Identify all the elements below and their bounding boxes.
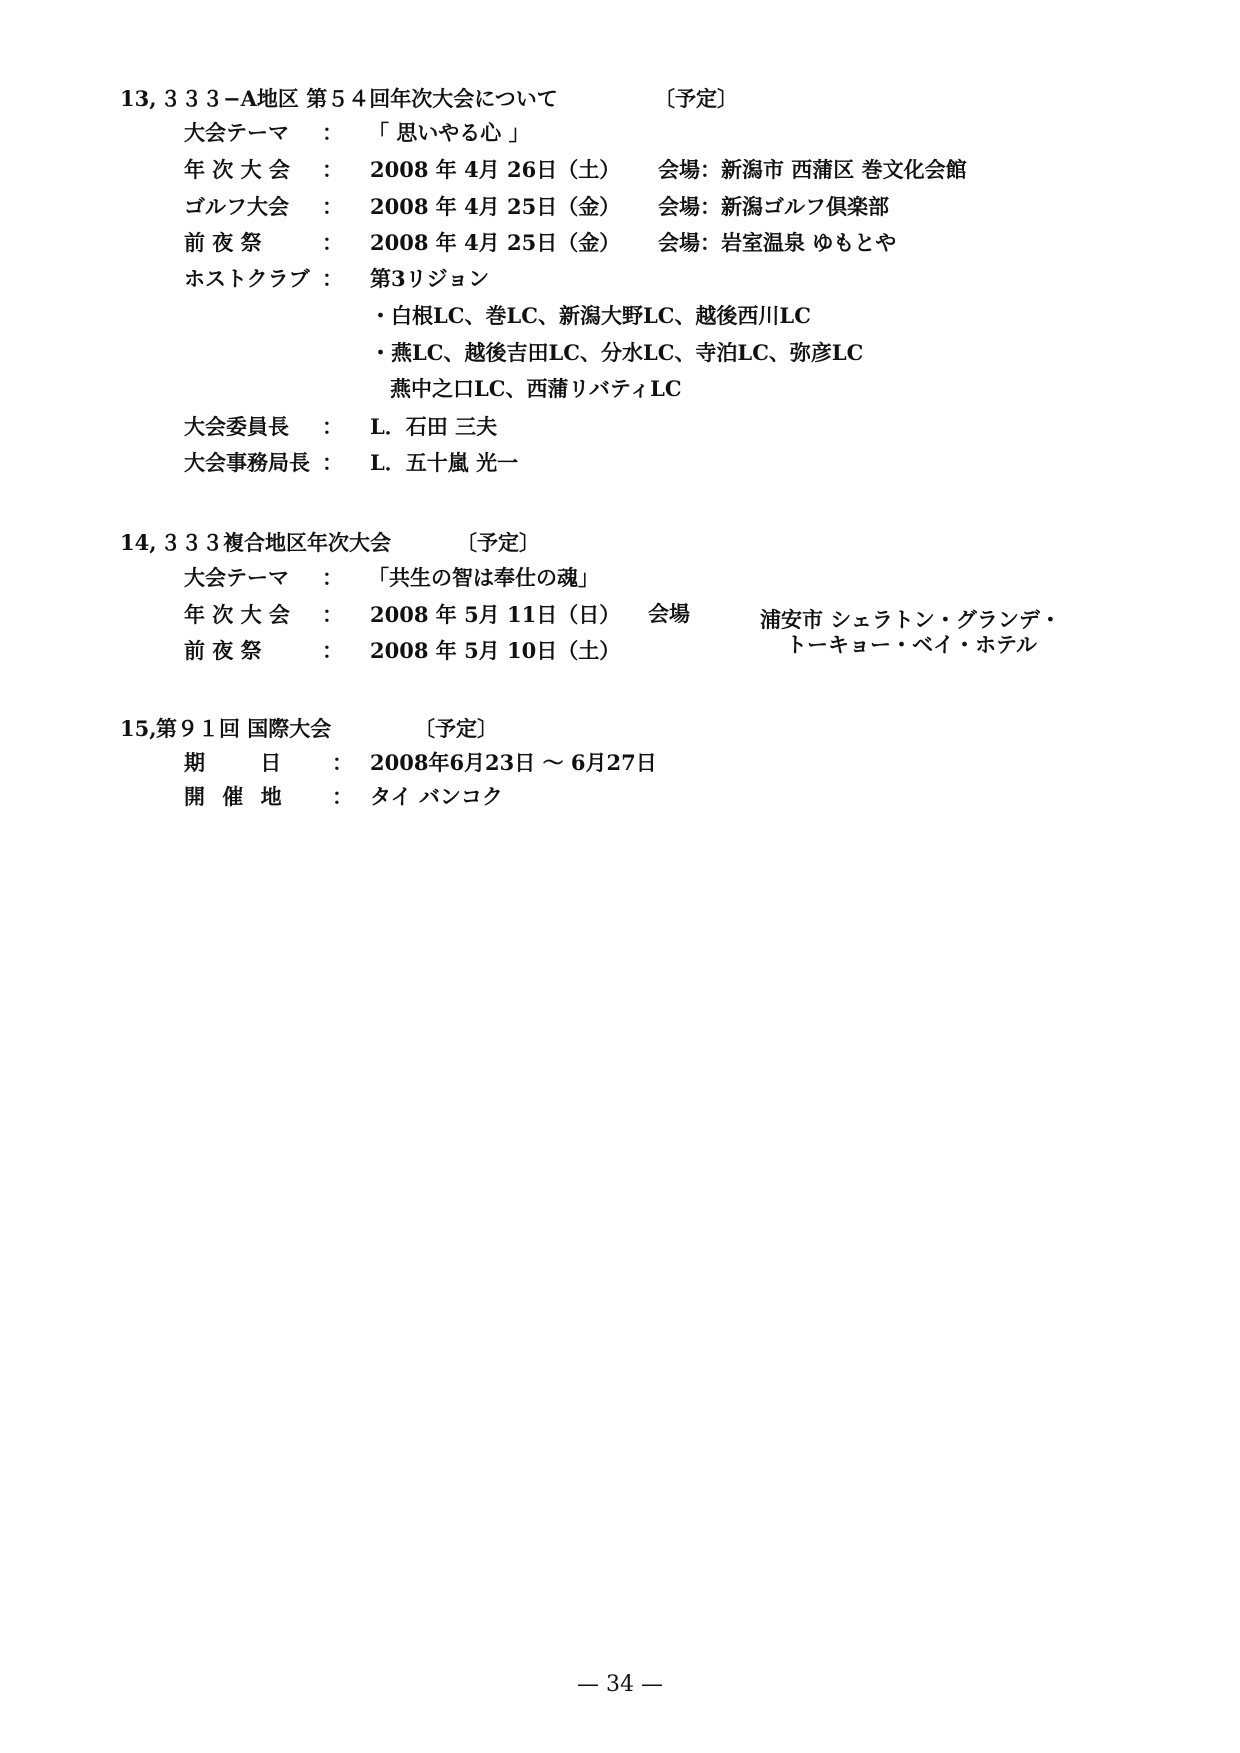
colon: ：	[322, 266, 343, 291]
annual-date: 2008 年 5月 11日（日）	[370, 602, 621, 627]
host-label: ホストクラブ	[184, 266, 310, 291]
theme-value: 「共生の智は奉仕の魂」	[368, 565, 599, 590]
section-number: 14,	[120, 530, 157, 555]
secretariat-name: L．五十嵐 光一	[370, 450, 519, 475]
colon: ：	[322, 565, 343, 590]
page-number: — 34 —	[577, 1672, 663, 1697]
status-label: 〔予定〕	[654, 86, 738, 111]
colon: ：	[332, 784, 353, 809]
annual-label: 年 次 大 会	[184, 157, 290, 182]
annual-venue: 会場：新潟市 西蒲区 巻文化会館	[658, 157, 967, 182]
section-number: 13,	[120, 86, 157, 111]
host-clubs-line: ・白根LC、巻LC、新潟大野LC、越後西川LC	[370, 303, 811, 328]
section-number: 15,	[120, 716, 157, 741]
colon: ：	[322, 450, 343, 475]
colon: ：	[322, 414, 343, 439]
colon: ：	[322, 230, 343, 255]
theme-label: 大会テーマ	[184, 565, 289, 590]
status-label: 〔予定〕	[456, 530, 540, 555]
eve-label: 前 夜 祭	[184, 230, 262, 255]
chair-name: L．石田 三夫	[370, 414, 498, 439]
theme-label: 大会テーマ	[184, 120, 289, 145]
eve-venue: 会場：岩室温泉 ゆもとや	[658, 230, 897, 255]
section-title: 第９１回 国際大会	[156, 716, 332, 741]
theme-value: 「 思いやる心 」	[368, 120, 530, 145]
status-label: 〔予定〕	[414, 716, 498, 741]
period-value: 2008年6月23日 〜 6月27日	[370, 750, 657, 775]
colon: ：	[322, 194, 343, 219]
host-clubs-line: 燕中之口LC、西蒲リバティLC	[390, 376, 682, 401]
location-value: タイ バンコク	[370, 784, 503, 809]
annual-label: 年 次 大 会	[184, 602, 290, 627]
section-title: ３３３−A地区 第５４回年次大会について	[160, 86, 558, 111]
secretariat-label: 大会事務局長	[184, 450, 310, 475]
eve-label: 前 夜 祭	[184, 638, 262, 663]
location-label: 開 催 地	[184, 784, 282, 809]
colon: ：	[332, 750, 353, 775]
section-title: ３３３複合地区年次大会	[160, 530, 391, 555]
chair-label: 大会委員長	[184, 414, 289, 439]
colon: ：	[322, 120, 343, 145]
period-label: 期 日	[184, 750, 282, 775]
colon: ：	[322, 602, 343, 627]
colon: ：	[322, 157, 343, 182]
eve-date: 2008 年 4月 25日（金）	[370, 230, 621, 255]
host-clubs-line: ・燕LC、越後吉田LC、分水LC、寺泊LC、弥彦LC	[370, 340, 864, 365]
annual-date: 2008 年 4月 26日（土）	[370, 157, 621, 182]
eve-date: 2008 年 5月 10日（土）	[370, 638, 621, 663]
golf-date: 2008 年 4月 25日（金）	[370, 194, 621, 219]
venue-label: 会場	[648, 601, 690, 626]
colon: ：	[322, 638, 343, 663]
golf-label: ゴルフ大会	[184, 194, 289, 219]
venue-line: 浦安市 シェラトン・グランデ・	[760, 607, 1061, 632]
golf-venue: 会場：新潟ゴルフ倶楽部	[658, 194, 889, 219]
host-region: 第3リジョン	[370, 266, 490, 291]
venue-line: トーキョー・ベイ・ホテル	[786, 632, 1037, 657]
